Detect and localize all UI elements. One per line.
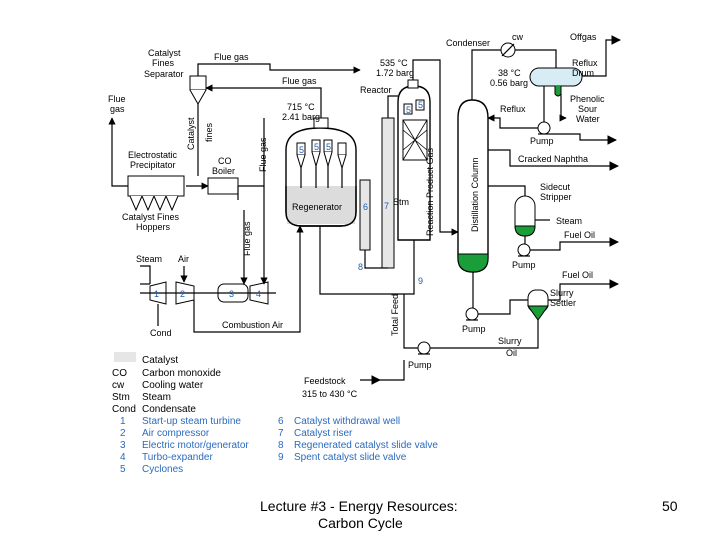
tag-7: 7 [384,201,390,211]
catalyst-riser [382,118,394,268]
label-phenolic: Phenolic [570,94,605,104]
label-reactor-pressure: 1.72 barg [376,68,415,78]
legend-desc-cw: Cooling water [142,380,204,391]
legend-key-cond: Cond [112,404,136,415]
tag-5a: 5 [299,145,305,155]
label-precipitator: Precipitator [130,160,176,170]
label-pump-feed: Pump [408,360,432,370]
legend-desc-2: Air compressor [142,428,210,439]
co-boiler [208,178,238,194]
legend-num-3: 3 [120,440,126,451]
tag-5d: 5 [406,105,412,115]
label-slurry: Slurry [550,288,574,298]
tag-2: 2 [180,289,186,299]
legend-num-7: 7 [278,428,284,439]
legend-desc-cond: Condensate [142,404,196,415]
label-condenser: Condenser [446,38,491,48]
label-fines-vertical: fines [204,122,214,142]
label-fuel-oil-2: Fuel Oil [562,270,594,280]
label-sour: Sour [578,104,598,114]
label-catalyst-vertical: Catalyst [186,117,196,150]
label-stripper: Stripper [540,192,572,202]
legend-desc-4: Turbo-expander [142,452,213,463]
tag-5b: 5 [314,142,320,152]
label-slurry-oil-2: Oil [506,348,517,358]
legend-num-9: 9 [278,452,284,463]
label-boiler: Boiler [212,166,236,176]
footer-title-line2: Carbon Cycle [318,515,403,531]
label-drum-pressure: 0.56 barg [490,78,529,88]
label-air: Air [178,254,189,264]
legend-desc-5: Cyclones [142,464,184,475]
legend-catalyst-swatch [114,352,136,362]
label-reflux-drum-1: Reflux [572,58,598,68]
label-pump-sidecut: Pump [512,260,536,270]
label-flue-gas-top: Flue gas [214,52,249,62]
label-catalyst-fines-separator-2: Fines [152,58,175,68]
label-hoppers: Hoppers [136,222,171,232]
tag-5c: 5 [326,142,332,152]
legend-desc-co: Carbon monoxide [142,368,221,379]
label-pump-reflux: Pump [530,136,554,146]
column-bottoms-liquid [458,254,488,272]
legend-desc-7: Catalyst riser [294,428,353,439]
label-reactor-temp: 535 °C [380,58,408,68]
label-pump-bottoms: Pump [462,324,486,334]
legend-desc-8: Regenerated catalyst slide valve [294,440,438,451]
tag-5e: 5 [418,100,424,110]
legend-num-4: 4 [120,452,126,463]
tag-9: 9 [418,276,424,286]
legend-desc-1: Start-up steam turbine [142,416,241,427]
legend-key-stm: Stm [112,392,130,403]
legend-num-8: 8 [278,440,284,451]
label-water: Water [576,114,600,124]
label-cond: Cond [150,328,172,338]
label-regenerator: Regenerator [292,202,343,212]
label-flue-gas-vertical-1: Flue gas [258,137,268,172]
label-flue-gas-left-1: Flue [108,94,126,104]
label-reactor: Reactor [360,85,392,95]
legend-key-cw: cw [112,380,125,391]
label-distillation-column: Distillation Column [470,157,480,232]
legend-desc-3: Electric motor/generator [142,440,249,451]
label-fuel-oil-1: Fuel Oil [564,230,596,240]
legend-desc-catalyst: Catalyst [142,355,179,366]
legend-key-co: CO [112,368,127,379]
tag-3: 3 [229,289,235,299]
catalyst-fines-separator [190,76,206,104]
legend-desc-6: Catalyst withdrawal well [294,416,401,427]
legend-num-1: 1 [120,416,126,427]
electrostatic-precipitator [128,176,184,210]
label-combustion-air: Combustion Air [222,320,284,330]
sidecut-stripper [515,196,535,236]
label-cracked-naphtha: Cracked Naphtha [518,154,589,164]
label-catalyst-fines: Catalyst Fines [122,212,180,222]
legend-num-5: 5 [120,464,126,475]
label-flue-gas-mid: Flue gas [282,76,317,86]
label-steam-left: Steam [136,254,163,264]
label-catalyst-fines-separator-3: Separator [144,69,184,79]
tag-6: 6 [363,202,369,212]
label-feedstock-temp: 315 to 430 °C [302,389,358,399]
footer-title-line1: Lecture #3 - Energy Resources: [260,498,458,514]
label-drum-temp: 38 °C [498,68,521,78]
legend-desc-stm: Steam [142,392,171,403]
page-number: 50 [662,498,678,514]
label-settler: Settler [550,298,577,308]
label-co: CO [218,156,232,166]
label-regenerator-temp: 715 °C [287,102,315,112]
label-regenerator-pressure: 2.41 barg [282,112,321,122]
label-total-feed: Total Feed [390,293,400,336]
label-flue-gas-left-2: gas [110,104,125,114]
label-reflux-drum-2: Drum [572,68,594,78]
label-reflux: Reflux [500,104,526,114]
label-electrostatic: Electrostatic [128,150,178,160]
label-sidecut: Sidecut [540,182,571,192]
label-offgas: Offgas [570,32,597,42]
label-catalyst-fines-separator-1: Catalyst [148,48,181,58]
label-flue-gas-vertical-2: Flue gas [242,221,252,256]
catalyst-withdrawal-well [360,180,370,250]
legend-num-2: 2 [120,428,126,439]
label-steam-right: Steam [556,216,583,226]
slurry-settler [528,290,548,320]
legend [112,352,438,475]
label-slurry-oil-1: Slurry [498,336,522,346]
label-stm: Stm [393,197,410,207]
label-feedstock: Feedstock [304,376,346,386]
tag-4: 4 [256,289,262,299]
tag-1: 1 [154,289,160,299]
label-cw: cw [512,32,523,42]
tag-8: 8 [358,262,364,272]
label-reaction-product-gas: Reaction Product Gas [425,147,435,236]
legend-desc-9: Spent catalyst slide valve [294,452,407,463]
legend-num-6: 6 [278,416,284,427]
